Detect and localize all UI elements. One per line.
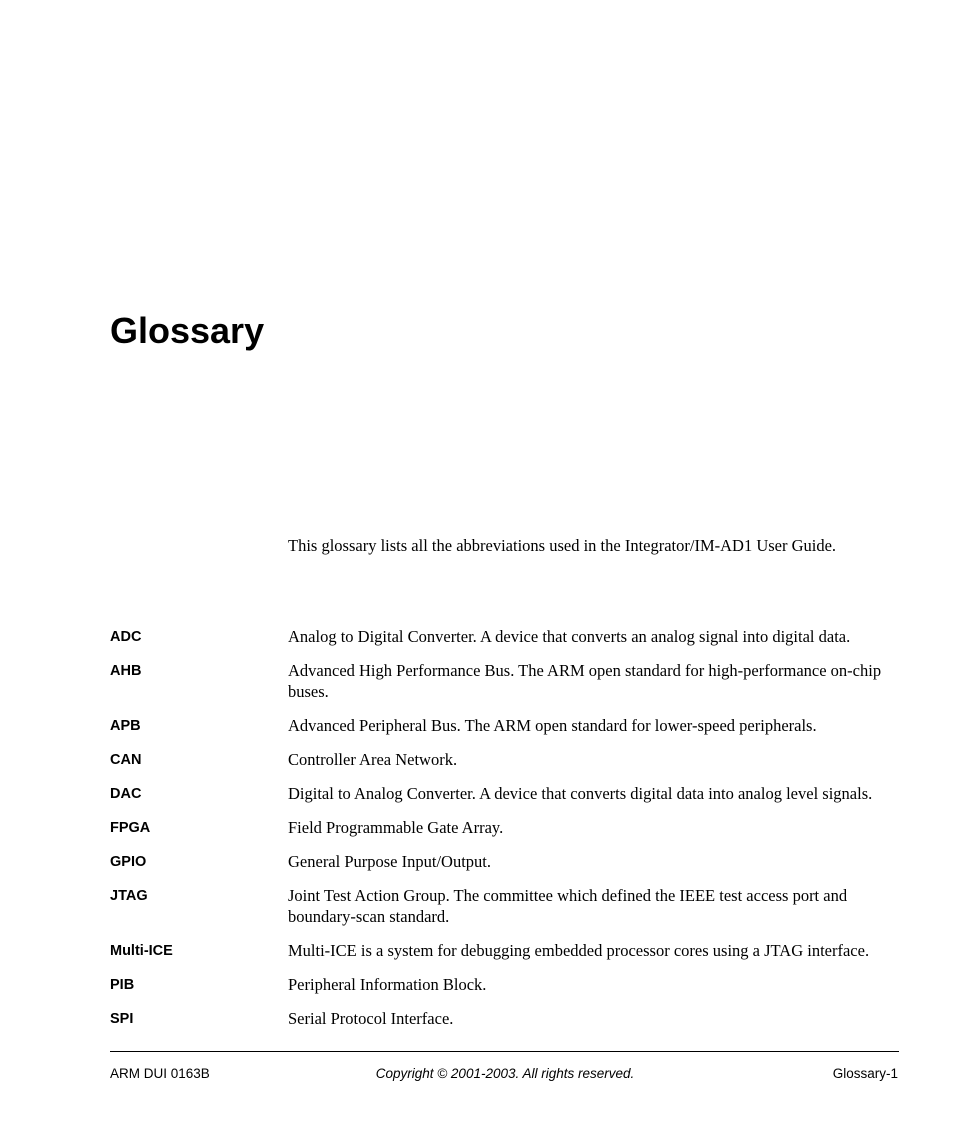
glossary-definition: Digital to Analog Converter. A device that converts digital data into analog level signals. [288, 784, 873, 803]
glossary-entry [110, 660, 910, 702]
glossary-term: DAC [110, 786, 142, 802]
glossary-term: FPGA [110, 820, 151, 836]
footer-doc-id: ARM DUI 0163B [110, 1066, 210, 1081]
glossary-definition: Field Programmable Gate Array. [288, 818, 504, 837]
glossary-entry [110, 749, 910, 770]
glossary-term: APB [110, 718, 141, 734]
glossary-term: CAN [110, 752, 142, 768]
glossary-entry [110, 817, 910, 838]
glossary-entry [110, 851, 910, 872]
intro-paragraph: This glossary lists all the abbreviations used in the Integrator/IM-AD1 User Guide. [288, 536, 837, 555]
glossary-definition: Advanced High Performance Bus. The ARM open standard for high-performance on-chip buses. [288, 661, 882, 701]
glossary-list [110, 626, 910, 1042]
glossary-entry [110, 715, 910, 736]
glossary-definition: General Purpose Input/Output. [288, 852, 492, 871]
glossary-definition: Multi-ICE is a system for debugging embedded processor cores using a JTAG interface. [288, 941, 870, 960]
glossary-term: ADC [110, 629, 142, 645]
glossary-entry [110, 885, 910, 927]
glossary-entry [110, 1008, 910, 1029]
page-title: Glossary [110, 310, 265, 351]
glossary-entry [110, 940, 910, 961]
glossary-term: Multi-ICE [110, 943, 173, 959]
footer-page-number: Glossary-1 [832, 1066, 898, 1081]
glossary-term: PIB [110, 977, 135, 993]
footer-copyright: Copyright © 2001-2003. All rights reserved. [375, 1066, 635, 1081]
glossary-definition: Joint Test Action Group. The committee which defined the IEEE test access port and boundary-scan standard. [288, 886, 848, 926]
glossary-term: JTAG [110, 888, 148, 904]
glossary-term: SPI [110, 1011, 134, 1027]
glossary-term: GPIO [110, 854, 147, 870]
glossary-definition: Advanced Peripheral Bus. The ARM open standard for lower-speed peripherals. [288, 716, 817, 735]
glossary-definition: Analog to Digital Converter. A device that converts an analog signal into digital data. [288, 627, 851, 646]
footer-divider [110, 1051, 899, 1052]
glossary-entry [110, 626, 910, 647]
glossary-term: AHB [110, 663, 142, 679]
glossary-entry [110, 783, 910, 804]
glossary-definition: Peripheral Information Block. [288, 975, 487, 994]
glossary-entry [110, 974, 910, 995]
glossary-definition: Controller Area Network. [288, 750, 458, 769]
glossary-definition: Serial Protocol Interface. [288, 1009, 454, 1028]
